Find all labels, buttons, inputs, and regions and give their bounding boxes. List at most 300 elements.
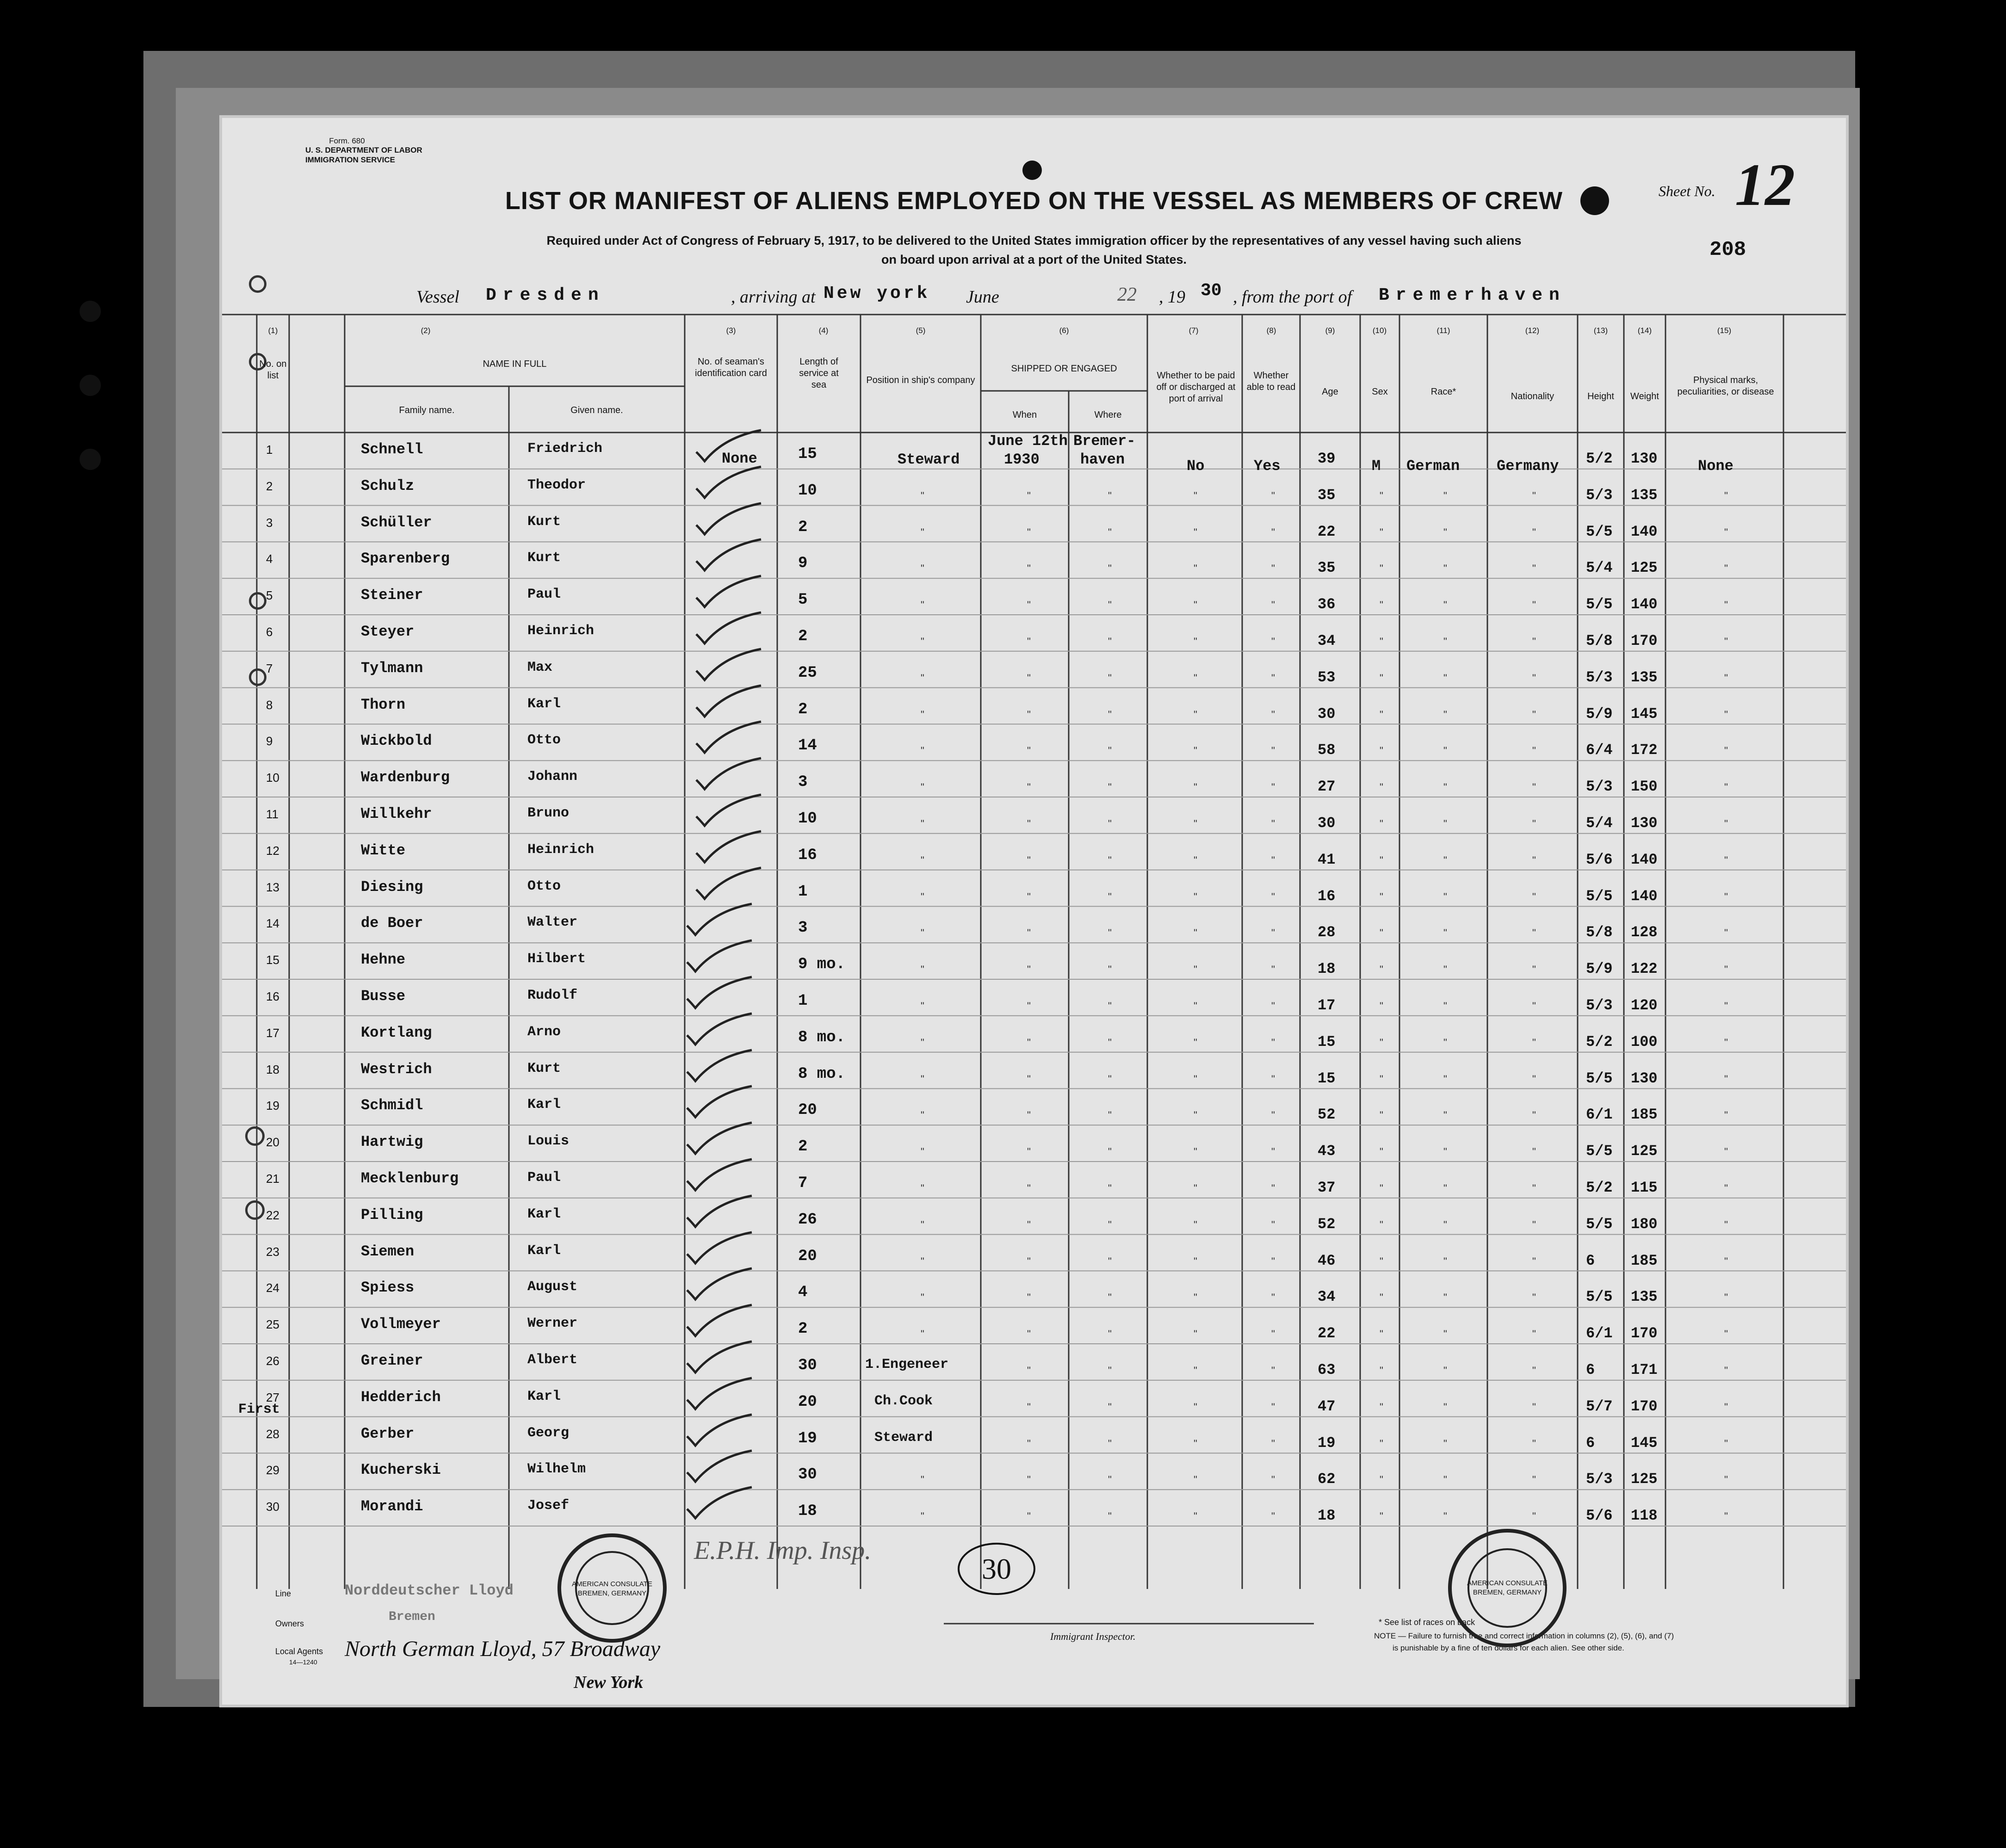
row-number: 14 bbox=[266, 916, 279, 931]
ditto-mark: " bbox=[1443, 1146, 1447, 1158]
given-name: Karl bbox=[527, 1388, 561, 1404]
height: 5/5 bbox=[1586, 1069, 1613, 1087]
column-number: (12) bbox=[1525, 326, 1540, 335]
local-agents-code: 14—1240 bbox=[289, 1658, 317, 1666]
ditto-mark: " bbox=[1027, 599, 1031, 611]
ditto-mark: " bbox=[1027, 1146, 1031, 1158]
given-name: Theodor bbox=[527, 477, 586, 493]
ditto-mark: " bbox=[1108, 1218, 1112, 1230]
ditto-mark: " bbox=[1194, 818, 1197, 829]
ditto-mark: " bbox=[1532, 672, 1536, 684]
header-physical-marks: Physical marks, peculiarities, or disease bbox=[1677, 375, 1774, 397]
ditto-mark: " bbox=[921, 1328, 924, 1340]
row-number: 27 bbox=[266, 1390, 279, 1404]
row-number: 20 bbox=[266, 1135, 279, 1150]
height: 6/1 bbox=[1586, 1106, 1613, 1124]
consulate-seal-right: AMERICAN CONSULATE BREMEN, GERMANY bbox=[1448, 1529, 1566, 1647]
row-number: 15 bbox=[266, 953, 279, 967]
ditto-mark: " bbox=[1194, 1036, 1197, 1048]
ditto-mark: " bbox=[1271, 1328, 1275, 1340]
ditto-mark: " bbox=[921, 489, 924, 501]
ditto-mark: " bbox=[1194, 1437, 1197, 1449]
check-mark bbox=[682, 1266, 756, 1303]
row-number: 28 bbox=[266, 1427, 279, 1441]
ditto-mark: " bbox=[1443, 562, 1447, 575]
ditto-mark: " bbox=[1194, 708, 1197, 720]
length-of-service: 8 mo. bbox=[798, 1028, 846, 1046]
ditto-mark: " bbox=[1443, 1218, 1447, 1230]
family-name: Busse bbox=[361, 988, 406, 1005]
inspector-label: Immigrant Inspector. bbox=[1050, 1631, 1136, 1642]
shipped-where-line-2: haven bbox=[1080, 451, 1125, 468]
ditto-mark: " bbox=[921, 1036, 924, 1048]
ditto-mark: " bbox=[1443, 1328, 1447, 1340]
ditto-mark: " bbox=[921, 708, 924, 720]
check-mark bbox=[682, 1448, 756, 1485]
check-mark bbox=[692, 792, 766, 829]
age: 34 bbox=[1318, 632, 1336, 649]
ditto-mark: " bbox=[1027, 781, 1031, 793]
ditto-mark: " bbox=[1724, 1182, 1728, 1194]
arrival-port: New york bbox=[823, 284, 930, 303]
arrival-year: 30 bbox=[1201, 281, 1222, 301]
paid-off-value: No bbox=[1187, 457, 1205, 475]
family-name: Gerber bbox=[361, 1425, 415, 1442]
ditto-mark: " bbox=[1271, 562, 1275, 575]
ditto-mark: " bbox=[1108, 1365, 1112, 1376]
given-name: Kurt bbox=[527, 550, 561, 566]
ditto-mark: " bbox=[1108, 708, 1112, 720]
ditto-mark: " bbox=[1194, 1218, 1197, 1230]
column-number: (1) bbox=[268, 326, 278, 335]
column-number: (3) bbox=[726, 326, 736, 335]
ditto-mark: " bbox=[1532, 1036, 1536, 1048]
weight: 115 bbox=[1631, 1179, 1658, 1196]
ditto-mark: " bbox=[1027, 1000, 1031, 1012]
given-name: Johann bbox=[527, 769, 578, 785]
height: 5/5 bbox=[1586, 887, 1613, 905]
ditto-mark: " bbox=[1380, 1328, 1383, 1340]
ditto-mark: " bbox=[1380, 1073, 1383, 1085]
arrival-day: 22 bbox=[1117, 284, 1137, 305]
ditto-mark: " bbox=[1271, 1292, 1275, 1304]
ditto-mark: " bbox=[1027, 818, 1031, 829]
ditto-mark: " bbox=[1194, 1073, 1197, 1085]
ditto-mark: " bbox=[1271, 1182, 1275, 1194]
length-of-service: 9 bbox=[798, 555, 808, 573]
family-name: de Boer bbox=[361, 915, 423, 932]
length-of-service: 16 bbox=[798, 846, 817, 864]
given-name: Hilbert bbox=[527, 951, 586, 967]
check-mark bbox=[682, 1339, 756, 1376]
given-name: Louis bbox=[527, 1133, 570, 1150]
ditto-mark: " bbox=[1380, 854, 1383, 866]
ditto-mark: " bbox=[1027, 1401, 1031, 1413]
ditto-mark: " bbox=[1380, 1218, 1383, 1230]
given-name: Walter bbox=[527, 915, 578, 931]
ditto-mark: " bbox=[1443, 489, 1447, 501]
ditto-mark: " bbox=[1271, 745, 1275, 757]
ditto-mark: " bbox=[1194, 672, 1197, 684]
check-mark bbox=[682, 1011, 756, 1048]
column-number: (9) bbox=[1325, 326, 1335, 335]
ditto-mark: " bbox=[1724, 1328, 1728, 1340]
ditto-mark: " bbox=[1271, 781, 1275, 793]
ditto-mark: " bbox=[1443, 1000, 1447, 1012]
weight: 150 bbox=[1631, 778, 1658, 796]
height: 5/2 bbox=[1586, 450, 1613, 467]
family-name: Witte bbox=[361, 841, 406, 859]
row-number: 7 bbox=[266, 661, 273, 675]
length-of-service: 19 bbox=[798, 1429, 817, 1447]
ditto-mark: " bbox=[1194, 1109, 1197, 1121]
length-of-service: 20 bbox=[798, 1393, 817, 1411]
header-weight: Weight bbox=[1630, 391, 1659, 402]
subtitle-line-2: on board upon arrival at a port of the United States. bbox=[881, 252, 1187, 266]
inspector-signature-line bbox=[944, 1621, 1314, 1626]
ditto-mark: " bbox=[1380, 708, 1383, 720]
ditto-mark: " bbox=[1108, 526, 1112, 538]
check-mark bbox=[692, 464, 766, 501]
height: 5/2 bbox=[1586, 1033, 1613, 1051]
ditto-mark: " bbox=[1380, 1292, 1383, 1304]
check-mark bbox=[692, 719, 766, 756]
ditto-mark: " bbox=[1724, 708, 1728, 720]
local-agents-city: New York bbox=[574, 1673, 644, 1692]
ditto-mark: " bbox=[1108, 1182, 1112, 1194]
position-value: Steward bbox=[898, 451, 960, 468]
age: 46 bbox=[1318, 1252, 1336, 1269]
length-of-service: 14 bbox=[798, 737, 817, 755]
check-mark bbox=[692, 428, 766, 465]
ditto-mark: " bbox=[1194, 854, 1197, 866]
row-number: 10 bbox=[266, 771, 279, 785]
check-mark bbox=[682, 1084, 756, 1121]
ditto-mark: " bbox=[1194, 890, 1197, 902]
ditto-mark: " bbox=[1532, 1365, 1536, 1376]
ditto-mark: " bbox=[1380, 1437, 1383, 1449]
column-number: (10) bbox=[1372, 326, 1387, 335]
family-name: Hartwig bbox=[361, 1133, 423, 1151]
ditto-mark: " bbox=[1027, 1437, 1031, 1449]
family-name: Diesing bbox=[361, 878, 423, 896]
ditto-mark: " bbox=[1380, 1365, 1383, 1376]
ditto-mark: " bbox=[1194, 526, 1197, 538]
vessel-name: Dresden bbox=[486, 285, 605, 305]
weight: 170 bbox=[1631, 1397, 1658, 1415]
ditto-mark: " bbox=[1532, 636, 1536, 647]
binder-hole bbox=[80, 449, 101, 470]
ditto-mark: " bbox=[1194, 745, 1197, 757]
ditto-mark: " bbox=[1271, 1365, 1275, 1376]
age: 58 bbox=[1318, 742, 1336, 759]
ditto-mark: " bbox=[921, 1474, 924, 1486]
family-name: Sparenberg bbox=[361, 550, 450, 568]
ditto-mark: " bbox=[1271, 1073, 1275, 1085]
ditto-mark: " bbox=[1108, 927, 1112, 939]
check-mark bbox=[682, 938, 756, 975]
ditto-mark: " bbox=[1380, 636, 1383, 647]
ditto-mark: " bbox=[1532, 1292, 1536, 1304]
id-card-value: None bbox=[722, 450, 757, 467]
length-of-service: 26 bbox=[798, 1211, 817, 1229]
ditto-mark: " bbox=[1532, 489, 1536, 501]
ditto-mark: " bbox=[1724, 745, 1728, 757]
ditto-mark: " bbox=[1380, 672, 1383, 684]
ditto-mark: " bbox=[1108, 745, 1112, 757]
ditto-mark: " bbox=[1271, 964, 1275, 976]
row-number: 26 bbox=[266, 1354, 279, 1368]
header-given-name: Given name. bbox=[570, 405, 623, 415]
check-mark bbox=[692, 610, 766, 647]
family-name: Hehne bbox=[361, 951, 406, 969]
height: 5/3 bbox=[1586, 778, 1613, 796]
weight: 130 bbox=[1631, 1069, 1658, 1087]
height: 5/3 bbox=[1586, 668, 1613, 686]
ditto-mark: " bbox=[1532, 781, 1536, 793]
ditto-mark: " bbox=[1194, 781, 1197, 793]
check-mark bbox=[682, 1048, 756, 1085]
ditto-mark: " bbox=[1380, 1036, 1383, 1048]
ditto-mark: " bbox=[1108, 599, 1112, 611]
ditto-mark: " bbox=[1108, 1000, 1112, 1012]
family-name: Vollmeyer bbox=[361, 1316, 441, 1333]
ditto-mark: " bbox=[1724, 1036, 1728, 1048]
family-name: Morandi bbox=[361, 1498, 423, 1515]
row-number: 24 bbox=[266, 1281, 279, 1295]
length-of-service: 20 bbox=[798, 1101, 817, 1119]
age: 30 bbox=[1318, 705, 1336, 723]
ditto-mark: " bbox=[1443, 1474, 1447, 1486]
ditto-mark: " bbox=[921, 1292, 924, 1304]
header-id-card: No. of seaman's identification card bbox=[695, 357, 767, 378]
ditto-mark: " bbox=[1724, 818, 1728, 829]
weight: 140 bbox=[1631, 596, 1658, 613]
ditto-mark: " bbox=[1380, 745, 1383, 757]
family-name: Schüller bbox=[361, 513, 432, 531]
ditto-mark: " bbox=[1724, 1365, 1728, 1376]
ditto-mark: " bbox=[921, 818, 924, 829]
age: 39 bbox=[1318, 450, 1336, 467]
header-length-of-service: Length of service at sea bbox=[799, 357, 839, 390]
header-where: Where bbox=[1094, 410, 1122, 420]
length-of-service: 2 bbox=[798, 518, 808, 536]
ditto-mark: " bbox=[1271, 890, 1275, 902]
ditto-mark: " bbox=[1108, 489, 1112, 501]
local-agents-label: Local Agents bbox=[275, 1647, 323, 1656]
height: 5/7 bbox=[1586, 1397, 1613, 1415]
ditto-mark: " bbox=[1194, 927, 1197, 939]
height: 5/8 bbox=[1586, 924, 1613, 941]
ditto-mark: " bbox=[1027, 964, 1031, 976]
header-position: Position in ship's company bbox=[866, 375, 975, 385]
ditto-mark: " bbox=[1027, 890, 1031, 902]
check-mark bbox=[692, 574, 766, 611]
ditto-mark: " bbox=[1724, 1510, 1728, 1522]
family-name: Schulz bbox=[361, 477, 415, 494]
crew-count-circle bbox=[958, 1543, 1035, 1595]
ditto-mark: " bbox=[1443, 964, 1447, 976]
ditto-mark: " bbox=[921, 745, 924, 757]
ditto-mark: " bbox=[1108, 1109, 1112, 1121]
height: 5/5 bbox=[1586, 1143, 1613, 1160]
length-of-service: 3 bbox=[798, 773, 808, 791]
subtitle-line-1: Required under Act of Congress of February 5, 1917, to be delivered to the United States immigration officer by the representatives of any vessel having such aliens bbox=[546, 234, 1522, 247]
ditto-mark: " bbox=[1108, 1510, 1112, 1522]
age: 18 bbox=[1318, 960, 1336, 978]
given-name: Kurt bbox=[527, 1060, 561, 1076]
height: 6 bbox=[1586, 1252, 1595, 1269]
ditto-mark: " bbox=[1724, 636, 1728, 647]
check-mark bbox=[682, 1157, 756, 1194]
ditto-mark: " bbox=[921, 636, 924, 647]
weight: 140 bbox=[1631, 887, 1658, 905]
given-name: Karl bbox=[527, 696, 561, 712]
length-of-service: 30 bbox=[798, 1466, 817, 1484]
ditto-mark: " bbox=[1443, 1401, 1447, 1413]
family-name: Spiess bbox=[361, 1279, 415, 1297]
check-mark bbox=[692, 756, 766, 793]
age: 17 bbox=[1318, 997, 1336, 1014]
given-name: Rudolf bbox=[527, 988, 578, 1003]
height: 5/3 bbox=[1586, 997, 1613, 1014]
ditto-mark: " bbox=[1443, 745, 1447, 757]
length-of-service: 8 mo. bbox=[798, 1065, 846, 1083]
ditto-mark: " bbox=[1380, 1182, 1383, 1194]
given-name: Otto bbox=[527, 878, 561, 894]
ditto-mark: " bbox=[1724, 489, 1728, 501]
ditto-mark: " bbox=[1194, 1000, 1197, 1012]
header-when: When bbox=[1012, 410, 1037, 420]
given-name: Friedrich bbox=[527, 441, 603, 457]
department-name: U. S. DEPARTMENT OF LABOR bbox=[305, 146, 422, 155]
family-name: Hedderich bbox=[361, 1388, 441, 1406]
column-number: (15) bbox=[1717, 326, 1732, 335]
ditto-mark: " bbox=[1724, 672, 1728, 684]
family-name: Tylmann bbox=[361, 659, 423, 677]
given-name: Karl bbox=[527, 1097, 561, 1113]
header-race: Race* bbox=[1430, 387, 1456, 397]
ditto-mark: " bbox=[1443, 781, 1447, 793]
family-name: Greiner bbox=[361, 1352, 423, 1369]
ditto-mark: " bbox=[1194, 1182, 1197, 1194]
weight: 125 bbox=[1631, 559, 1658, 577]
ditto-mark: " bbox=[1532, 1510, 1536, 1522]
ditto-mark: " bbox=[1532, 599, 1536, 611]
races-note: * See list of races on back bbox=[1379, 1618, 1475, 1627]
weight: 130 bbox=[1631, 815, 1658, 832]
ditto-mark: " bbox=[1194, 1401, 1197, 1413]
ditto-mark: " bbox=[1532, 1182, 1536, 1194]
ditto-mark: " bbox=[1380, 781, 1383, 793]
ditto-mark: " bbox=[1724, 1000, 1728, 1012]
ditto-mark: " bbox=[1724, 1474, 1728, 1486]
ditto-mark: " bbox=[921, 562, 924, 575]
ditto-mark: " bbox=[1108, 1036, 1112, 1048]
age: 35 bbox=[1318, 559, 1336, 577]
owners-label: Owners bbox=[275, 1619, 304, 1628]
ditto-mark: " bbox=[1027, 526, 1031, 538]
ditto-mark: " bbox=[1443, 708, 1447, 720]
fine-note-line-2: is punishable by a fine of ten dollars for each alien. See other side. bbox=[1393, 1644, 1624, 1652]
height: 5/5 bbox=[1586, 1215, 1613, 1233]
row-number: 3 bbox=[266, 515, 273, 530]
ditto-mark: " bbox=[1027, 1292, 1031, 1304]
ditto-mark: " bbox=[1532, 708, 1536, 720]
ditto-mark: " bbox=[1108, 636, 1112, 647]
column-number: (4) bbox=[818, 326, 829, 335]
age: 27 bbox=[1318, 778, 1336, 796]
row-number: 18 bbox=[266, 1062, 279, 1076]
ditto-mark: " bbox=[1108, 1401, 1112, 1413]
ditto-mark: " bbox=[1380, 818, 1383, 829]
ditto-mark: " bbox=[1532, 1437, 1536, 1449]
ditto-mark: " bbox=[1443, 1036, 1447, 1048]
ditto-mark: " bbox=[1194, 1328, 1197, 1340]
crew-count: 30 bbox=[982, 1552, 1011, 1585]
length-of-service: 18 bbox=[798, 1502, 817, 1520]
ditto-mark: " bbox=[1271, 818, 1275, 829]
ditto-mark: " bbox=[1532, 964, 1536, 976]
given-name: Heinrich bbox=[527, 841, 594, 858]
ditto-mark: " bbox=[1271, 1036, 1275, 1048]
column-number: (2) bbox=[421, 326, 431, 335]
row-number: 16 bbox=[266, 989, 279, 1003]
nationality-value: Germany bbox=[1497, 457, 1559, 475]
length-of-service: 1 bbox=[798, 883, 808, 901]
ditto-mark: " bbox=[1380, 562, 1383, 575]
weight: 125 bbox=[1631, 1471, 1658, 1488]
ditto-mark: " bbox=[1108, 964, 1112, 976]
column-number: (11) bbox=[1436, 326, 1450, 335]
ditto-mark: " bbox=[921, 672, 924, 684]
check-mark bbox=[682, 902, 756, 939]
ditto-mark: " bbox=[1027, 1109, 1031, 1121]
row-number: 17 bbox=[266, 1026, 279, 1040]
ditto-mark: " bbox=[1724, 927, 1728, 939]
row-number: 23 bbox=[266, 1244, 279, 1259]
ditto-mark: " bbox=[921, 1218, 924, 1230]
age: 19 bbox=[1318, 1434, 1336, 1452]
ditto-mark: " bbox=[1380, 1510, 1383, 1522]
ditto-mark: " bbox=[1271, 1146, 1275, 1158]
age: 37 bbox=[1318, 1179, 1336, 1196]
family-name: Thorn bbox=[361, 696, 406, 713]
header-able-to-read: Whether able to read bbox=[1246, 371, 1296, 392]
header-shipped-or-engaged: SHIPPED OR ENGAGED bbox=[1011, 364, 1117, 374]
weight: 135 bbox=[1631, 668, 1658, 686]
age: 52 bbox=[1318, 1106, 1336, 1124]
column-number: (7) bbox=[1189, 326, 1199, 335]
ditto-mark: " bbox=[1194, 1510, 1197, 1522]
height: 6/4 bbox=[1586, 742, 1613, 759]
arriving-label: , arriving at bbox=[731, 287, 816, 307]
family-name: Siemen bbox=[361, 1242, 415, 1260]
row-number: 9 bbox=[266, 734, 273, 748]
row-number: 25 bbox=[266, 1317, 279, 1332]
weight: 185 bbox=[1631, 1252, 1658, 1269]
weight: 171 bbox=[1631, 1361, 1658, 1378]
ditto-mark: " bbox=[1027, 672, 1031, 684]
ditto-mark: " bbox=[1108, 1073, 1112, 1085]
ditto-mark: " bbox=[1443, 1073, 1447, 1085]
race-value: German bbox=[1406, 457, 1460, 475]
row-number: 2 bbox=[266, 479, 273, 493]
ditto-mark: " bbox=[1271, 854, 1275, 866]
given-name: Wilhelm bbox=[527, 1461, 586, 1477]
position: 1.Engeneer bbox=[865, 1357, 949, 1372]
ditto-mark: " bbox=[1271, 672, 1275, 684]
